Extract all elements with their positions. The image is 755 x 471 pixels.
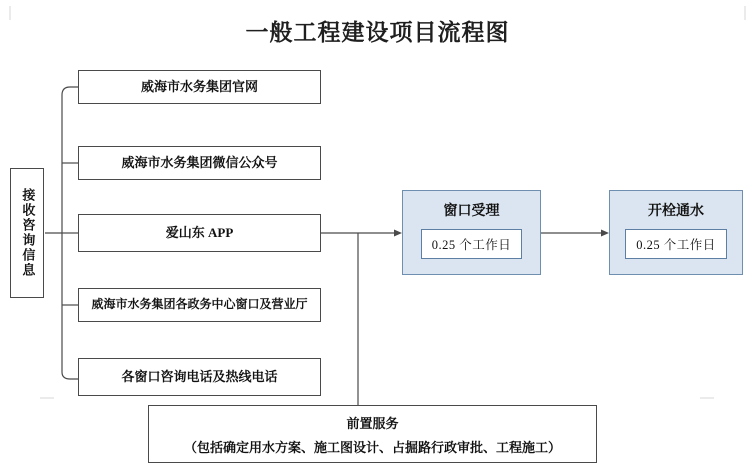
channel-box-official-website[interactable] bbox=[78, 70, 321, 104]
receive-inquiry-label: 接收咨询信息 bbox=[20, 188, 36, 278]
stage-box-window-acceptance[interactable] bbox=[402, 190, 541, 275]
channel-label: 爱山东 APP bbox=[165, 224, 234, 240]
channel-label: 威海市水务集团微信公众号 bbox=[121, 154, 278, 170]
stage-duration: 0.25 个工作日 bbox=[625, 229, 727, 259]
channel-box-hotline[interactable] bbox=[78, 358, 321, 396]
channel-box-service-centers[interactable] bbox=[78, 288, 321, 322]
stage-box-water-on[interactable] bbox=[609, 190, 743, 275]
channel-label: 威海市水务集团官网 bbox=[140, 78, 258, 94]
stage-duration: 0.25 个工作日 bbox=[421, 229, 523, 259]
channel-label: 各窗口咨询电话及热线电话 bbox=[121, 368, 278, 384]
stage-title: 窗口受理 bbox=[443, 204, 500, 219]
channel-label: 威海市水务集团各政务中心窗口及营业厅 bbox=[91, 297, 308, 312]
pre-service-title: 前置服务 bbox=[346, 415, 399, 431]
channel-box-app[interactable] bbox=[78, 214, 321, 252]
page-title: 一般工程建设项目流程图 bbox=[245, 20, 510, 45]
pre-service-box[interactable] bbox=[148, 405, 597, 463]
stage-title: 开栓通水 bbox=[648, 204, 704, 219]
pre-service-detail: （包括确定用水方案、施工图设计、占掘路行政审批、工程施工） bbox=[183, 439, 561, 455]
channel-box-wechat[interactable] bbox=[78, 146, 321, 180]
receive-inquiry-box bbox=[10, 168, 44, 298]
